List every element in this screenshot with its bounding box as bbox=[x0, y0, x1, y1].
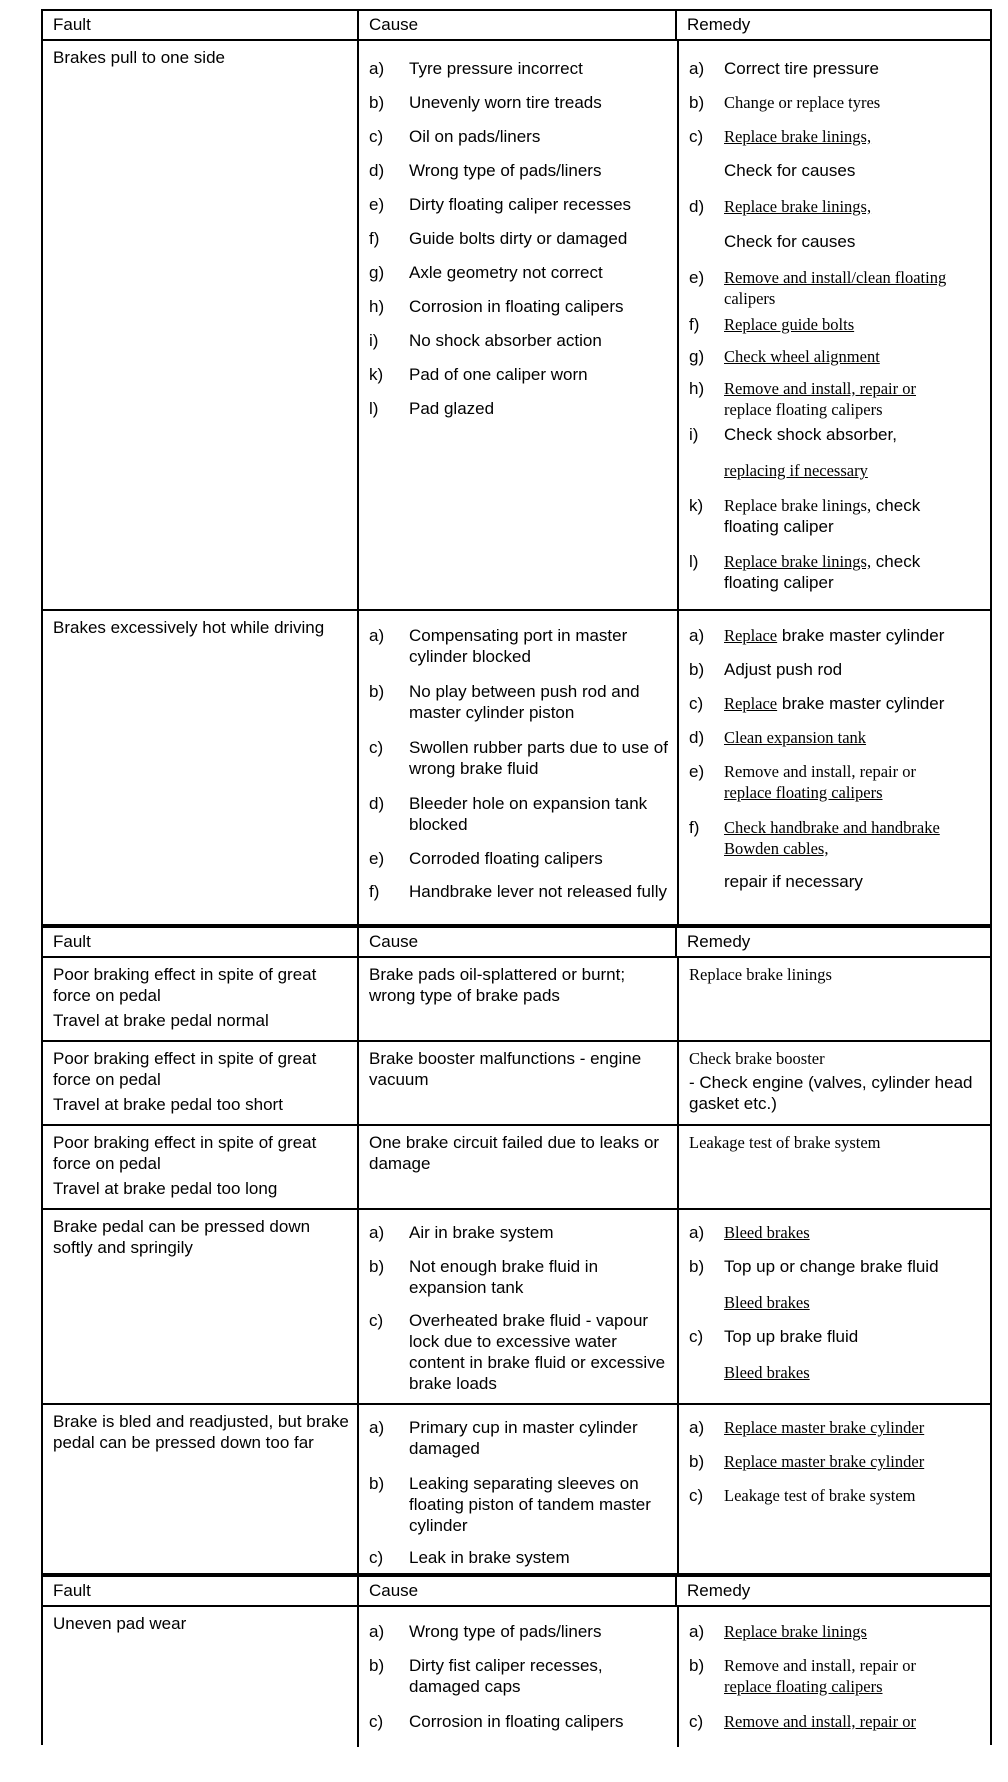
table-row bbox=[43, 1405, 990, 1573]
remedy-cell bbox=[677, 1607, 992, 1747]
table-header bbox=[43, 928, 990, 958]
list-item: e) Remove and install, repair or replace floating calipers bbox=[689, 762, 916, 802]
list-item: b) Adjust push rod bbox=[689, 660, 843, 679]
list-item: a) Tyre pressure incorrect bbox=[369, 59, 583, 78]
list-item: a) Compensating port in master cylinder blocked bbox=[369, 626, 628, 666]
cause-cell: Brake pads oil-splattered or burnt; wrong type of brake pads bbox=[357, 958, 677, 1040]
list-item: k) Pad of one caliper worn bbox=[369, 365, 588, 384]
remedy-cell bbox=[677, 41, 992, 609]
list-item: c) Leakage test of brake system bbox=[689, 1486, 916, 1505]
list-item: b) Unevenly worn tire treads bbox=[369, 93, 602, 112]
list-item: d) Wrong type of pads/liners bbox=[369, 161, 602, 180]
header-remedy: Remedy bbox=[675, 928, 990, 956]
remedy-cell: Replace brake linings bbox=[677, 958, 992, 1040]
remedy-cell bbox=[677, 611, 992, 924]
cause-cell bbox=[357, 41, 677, 609]
list-item: a) Air in brake system bbox=[369, 1223, 554, 1242]
list-item: g) Axle geometry not correct bbox=[369, 263, 603, 282]
list-item: repair if necessary bbox=[724, 872, 863, 891]
list-item: a) Replace master brake cylinder bbox=[689, 1418, 925, 1437]
list-item: d) Clean expansion tank bbox=[689, 728, 867, 747]
header-remedy: Remedy bbox=[675, 1577, 990, 1605]
list-item: c) Oil on pads/liners bbox=[369, 127, 541, 146]
list-item: a) Replace brake linings bbox=[689, 1622, 867, 1641]
list-item: Bleed brakes bbox=[724, 1293, 810, 1312]
header-fault: Fault bbox=[53, 932, 91, 951]
list-item: Check for causes bbox=[724, 161, 856, 180]
fault-cell: Poor braking effect in spite of great force on pedal Travel at brake pedal normal bbox=[53, 965, 317, 1030]
cause-cell bbox=[357, 1607, 677, 1747]
list-item: c) Overheated brake fluid - vapour lock due to excessive water content in brake fluid or excessive brake loads bbox=[369, 1311, 666, 1393]
list-item: b) Change or replace tyres bbox=[689, 93, 881, 112]
table-row bbox=[43, 1126, 990, 1210]
list-item: b) Replace master brake cylinder bbox=[689, 1452, 925, 1471]
remedy-cell bbox=[677, 1405, 992, 1573]
list-item: e) Corroded floating calipers bbox=[369, 849, 603, 868]
list-item: l) Replace brake linings, check floating caliper bbox=[689, 552, 921, 592]
table-row bbox=[43, 41, 990, 611]
list-item: l) Pad glazed bbox=[369, 399, 495, 418]
table-row bbox=[43, 1607, 990, 1747]
list-item: c) Corrosion in floating calipers bbox=[369, 1712, 624, 1731]
table-header bbox=[43, 1577, 990, 1607]
header-cause: Cause bbox=[357, 928, 675, 956]
list-item: h) Remove and install, repair or replace floating calipers bbox=[689, 379, 916, 419]
list-item: b) Not enough brake fluid in expansion tank bbox=[369, 1257, 599, 1297]
fault-table-section-3 bbox=[41, 1575, 992, 1745]
list-item: f) Guide bolts dirty or damaged bbox=[369, 229, 628, 248]
list-item: i) Check shock absorber, bbox=[689, 425, 897, 444]
remedy-cell bbox=[677, 1210, 992, 1403]
list-item: replacing if necessary bbox=[724, 461, 868, 480]
list-item: k) Replace brake linings, check floating caliper bbox=[689, 496, 921, 536]
fault-cell: Poor braking effect in spite of great force on pedal Travel at brake pedal too short bbox=[53, 1049, 317, 1114]
list-item: e) Remove and install/clean floating calipers bbox=[689, 268, 947, 308]
list-item: a) Primary cup in master cylinder damaged bbox=[369, 1418, 638, 1458]
list-item: c) Leak in brake system bbox=[369, 1548, 570, 1567]
list-item: b) Top up or change brake fluid bbox=[689, 1257, 939, 1276]
list-item: b) Remove and install, repair or replace floating calipers bbox=[689, 1656, 916, 1696]
list-item: g) Check wheel alignment bbox=[689, 347, 880, 366]
fault-cell: Brakes excessively hot while driving bbox=[53, 618, 325, 637]
fault-table-section-2 bbox=[41, 926, 992, 1575]
cause-cell: Brake booster malfunctions - engine vacuum bbox=[357, 1042, 677, 1124]
fault-cell: Uneven pad wear bbox=[53, 1614, 187, 1633]
list-item: i) No shock absorber action bbox=[369, 331, 602, 350]
list-item: h) Corrosion in floating calipers bbox=[369, 297, 624, 316]
table-row bbox=[43, 1210, 990, 1405]
list-item: f) Check handbrake and handbrake Bowden cables, bbox=[689, 818, 940, 858]
list-item: a) Bleed brakes bbox=[689, 1223, 810, 1242]
list-item: a) Wrong type of pads/liners bbox=[369, 1622, 602, 1641]
cause-cell bbox=[357, 1405, 677, 1573]
list-item: b) No play between push rod and master cylinder piston bbox=[369, 682, 640, 722]
header-fault: Fault bbox=[53, 15, 91, 34]
remedy-cell: Leakage test of brake system bbox=[677, 1126, 992, 1208]
list-item: c) Replace brake master cylinder bbox=[689, 694, 945, 713]
remedy-cell: Check brake booster - Check engine (valves, cylinder head gasket etc.) bbox=[677, 1042, 992, 1124]
fault-cell: Brakes pull to one side bbox=[53, 48, 225, 67]
list-item: d) Bleeder hole on expansion tank blocked bbox=[369, 794, 648, 834]
fault-cell: Brake is bled and readjusted, but brake pedal can be pressed down too far bbox=[53, 1412, 349, 1452]
list-item: Bleed brakes bbox=[724, 1363, 810, 1382]
list-item: f) Replace guide bolts bbox=[689, 315, 855, 334]
table-row bbox=[43, 611, 990, 924]
cause-cell: One brake circuit failed due to leaks or damage bbox=[357, 1126, 677, 1208]
list-item: b) Leaking separating sleeves on floating piston of tandem master cylinder bbox=[369, 1474, 651, 1535]
list-item: f) Handbrake lever not released fully bbox=[369, 882, 667, 901]
header-cause: Cause bbox=[357, 1577, 675, 1605]
list-item: d) Replace brake linings, bbox=[689, 197, 872, 216]
cause-cell bbox=[357, 1210, 677, 1403]
header-fault: Fault bbox=[53, 1581, 91, 1600]
table-row bbox=[43, 958, 990, 1042]
table-row bbox=[43, 1042, 990, 1126]
cause-cell bbox=[357, 611, 677, 924]
fault-cell: Brake pedal can be pressed down softly and springily bbox=[53, 1217, 311, 1257]
list-item: a) Correct tire pressure bbox=[689, 59, 879, 78]
list-item: c) Swollen rubber parts due to use of wrong brake fluid bbox=[369, 738, 668, 778]
list-item: b) Dirty fist caliper recesses, damaged caps bbox=[369, 1656, 603, 1696]
table-header bbox=[43, 11, 990, 41]
list-item: c) Top up brake fluid bbox=[689, 1327, 859, 1346]
list-item: c) Replace brake linings, bbox=[689, 127, 872, 146]
list-item: c) Remove and install, repair or bbox=[689, 1712, 916, 1731]
fault-table-section-1 bbox=[41, 9, 992, 926]
list-item: a) Replace brake master cylinder bbox=[689, 626, 945, 645]
fault-cell: Poor braking effect in spite of great force on pedal Travel at brake pedal too long bbox=[53, 1133, 317, 1198]
list-item: Check for causes bbox=[724, 232, 856, 251]
list-item: e) Dirty floating caliper recesses bbox=[369, 195, 632, 214]
header-remedy: Remedy bbox=[675, 11, 990, 39]
header-cause: Cause bbox=[357, 11, 675, 39]
